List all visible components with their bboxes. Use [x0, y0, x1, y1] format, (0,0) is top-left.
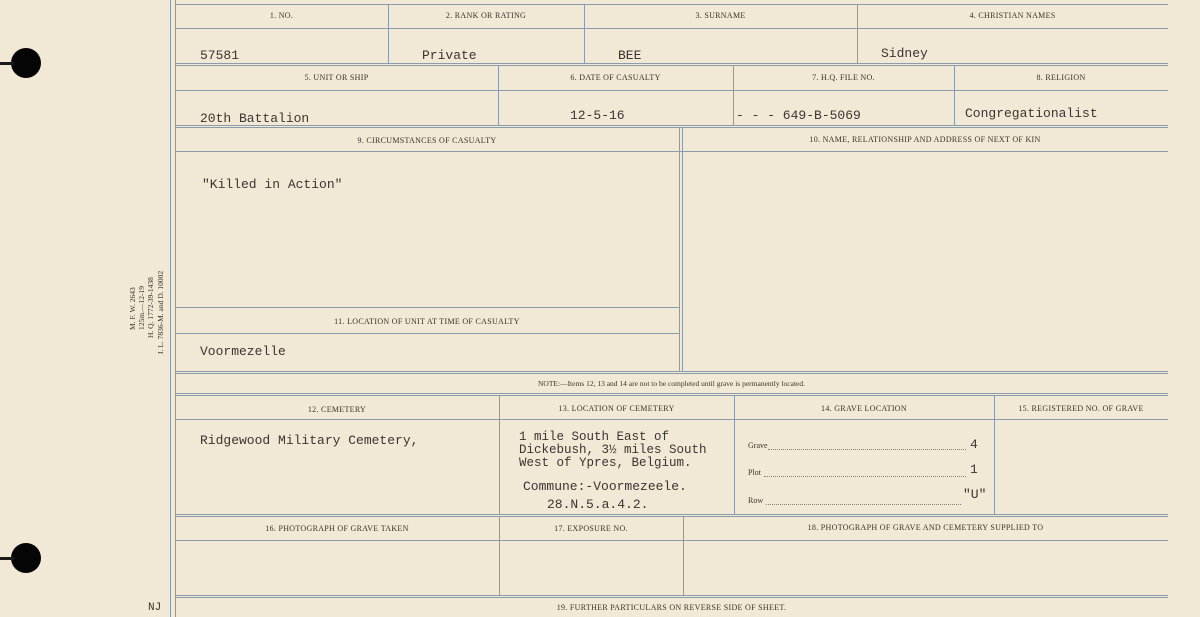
- binder-peg-bottom: [0, 557, 14, 560]
- rule: [175, 28, 1168, 29]
- header-location-of-unit: 11. LOCATION OF UNIT AT TIME OF CASUALTY: [334, 317, 520, 326]
- corner-initials: NJ: [148, 602, 162, 614]
- rule: [175, 151, 1168, 152]
- header-hq-file: 7. H.Q. FILE NO.: [812, 73, 875, 82]
- row-label: Row: [748, 496, 764, 505]
- header-grave-location: 14. GRAVE LOCATION: [821, 404, 907, 413]
- service-number: 57581: [200, 48, 240, 63]
- rule: [175, 393, 1168, 396]
- rule: [175, 4, 1168, 5]
- form-code-4: I. L. 7836-M. and D. 10002: [156, 270, 165, 354]
- location-of-unit-value: Voormezelle: [200, 344, 286, 359]
- header-photo-taken: 16. PHOTOGRAPH OF GRAVE TAKEN: [265, 524, 409, 533]
- christian-names-value: Sidney: [881, 46, 928, 61]
- note-text: NOTE:—Items 12, 13 and 14 are not to be completed until grave is permanently located.: [537, 379, 805, 388]
- header-christian-names: 4. CHRISTIAN NAMES: [969, 11, 1056, 20]
- plot-label: Plot: [748, 468, 761, 477]
- binder-peg-top: [0, 62, 14, 65]
- rule: [175, 540, 1168, 541]
- unit-value: 20th Battalion: [200, 111, 310, 126]
- rule: [175, 333, 679, 334]
- grave-label: Grave: [748, 441, 768, 450]
- hq-file-value: - - - 649-B-5069: [736, 108, 861, 123]
- cemetery-value: Ridgewood Military Cemetery,: [200, 433, 419, 448]
- date-value: 12-5-16: [570, 108, 625, 123]
- rule: [175, 125, 1168, 128]
- header-religion: 8. RELIGION: [1036, 73, 1086, 82]
- header-date: 6. DATE OF CASUALTY: [570, 73, 661, 82]
- header-further-particulars: 19. FURTHER PARTICULARS ON REVERSE SIDE OF SHEET.: [556, 603, 787, 612]
- header-no: 1. NO.: [269, 11, 294, 20]
- grave-dots: [768, 449, 966, 450]
- cemetery-location-line-2: Dickebush, 3½ miles South: [519, 443, 707, 457]
- header-surname: 3. SURNAME: [695, 11, 746, 20]
- rule: [175, 371, 1168, 374]
- header-cemetery: 12. CEMETERY: [307, 405, 367, 414]
- rule: [175, 63, 1168, 66]
- header-circumstances: 9. CIRCUMSTANCES OF CASUALTY: [357, 136, 497, 145]
- religion-value: Congregationalist: [965, 106, 1098, 121]
- rule: [994, 396, 995, 514]
- form-code-1: M. F. W. 2643: [128, 287, 137, 330]
- header-rank: 2. RANK OR RATING: [445, 11, 527, 20]
- cemetery-location-line-1: 1 mile South East of: [519, 430, 670, 444]
- plot-dots: [764, 476, 966, 477]
- row-value: "U": [963, 487, 987, 502]
- binder-hole-bottom: [11, 543, 41, 573]
- rule: [682, 128, 683, 372]
- header-unit: 5. UNIT OR SHIP: [304, 73, 369, 82]
- rule: [679, 128, 680, 372]
- header-location-of-cemetery: 13. LOCATION OF CEMETERY: [558, 404, 675, 413]
- header-photo-supplied: 18. PHOTOGRAPH OF GRAVE AND CEMETERY SUPPLIED TO: [807, 523, 1044, 532]
- grave-value: 4: [970, 437, 978, 452]
- form-code-3: H. Q. 1772-39-1438: [146, 277, 155, 338]
- surname-value: BEE: [618, 48, 642, 63]
- form-code-2: 125m.—12-19: [137, 286, 146, 330]
- rule: [175, 514, 1168, 517]
- commune-value: Commune:-Voormezeele.: [523, 479, 687, 494]
- cemetery-location-line-3: West of Ypres, Belgium.: [519, 456, 692, 470]
- plot-value: 1: [970, 462, 978, 477]
- header-next-of-kin: 10. NAME, RELATIONSHIP AND ADDRESS OF NEXT OF KIN: [809, 135, 1041, 144]
- header-registered-no: 15. REGISTERED NO. OF GRAVE: [1018, 404, 1144, 413]
- map-reference: 28.N.5.a.4.2.: [547, 497, 649, 512]
- rule: [499, 396, 500, 514]
- margin-line: [170, 0, 171, 617]
- rule: [175, 90, 1168, 91]
- header-exposure: 17. EXPOSURE NO.: [554, 524, 628, 533]
- rule: [734, 396, 735, 514]
- circumstances-value: "Killed in Action": [202, 177, 343, 192]
- rule: [175, 419, 1168, 420]
- rule: [175, 307, 679, 308]
- binder-hole-top: [11, 48, 41, 78]
- rule: [175, 595, 1168, 598]
- rank-value: Private: [422, 48, 477, 63]
- row-dots: [766, 504, 961, 505]
